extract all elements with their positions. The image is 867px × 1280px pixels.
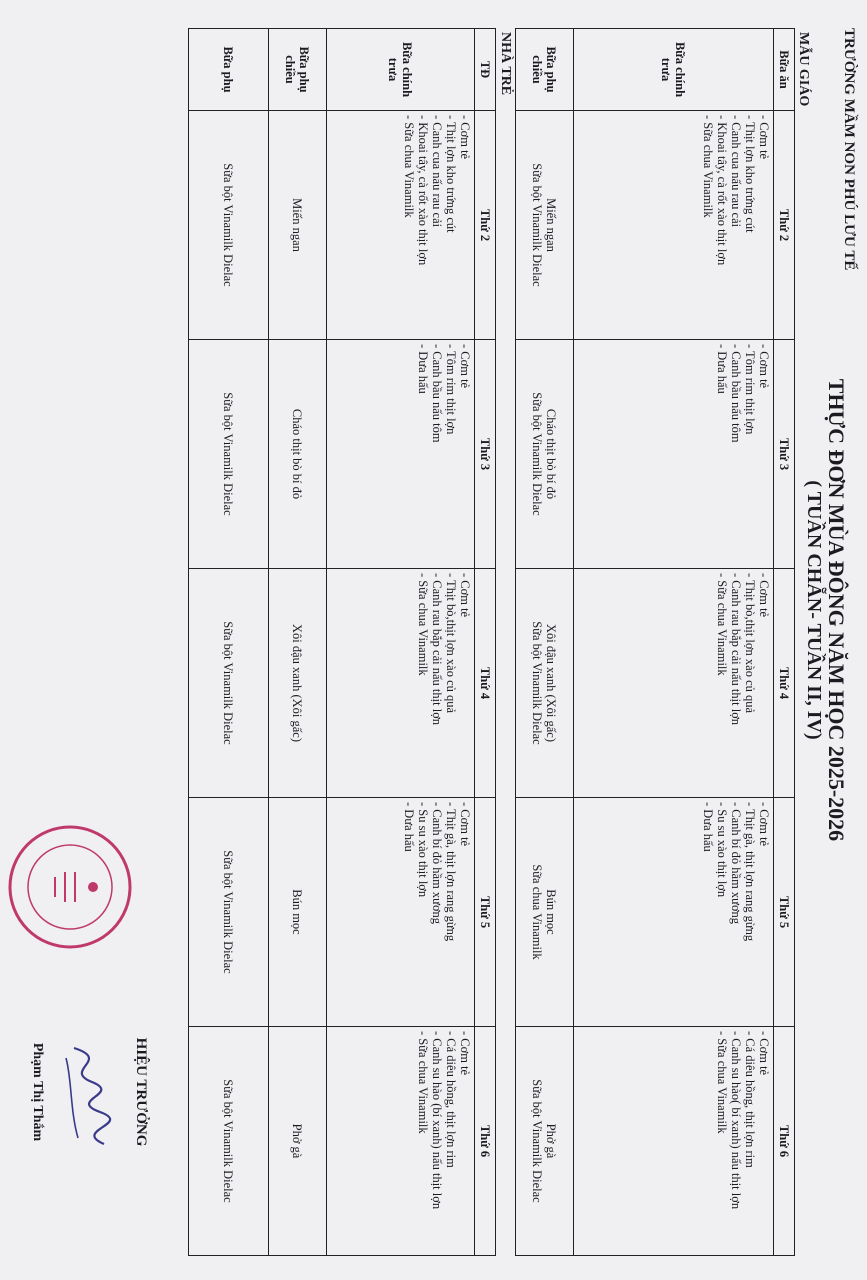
dish-list: [531, 344, 559, 564]
dish-item: Cháo thịt bò bí đỏ: [544, 408, 559, 500]
menu-cell: [516, 111, 574, 340]
dish-list: [222, 1031, 236, 1251]
menu-cell: [516, 569, 574, 798]
signature-title: HIỆU TRƯỞNG: [133, 1037, 149, 1147]
dish-list: [222, 573, 236, 793]
dish-list: [222, 802, 236, 1022]
dish-list: [402, 802, 472, 1022]
menu-cell: [574, 569, 774, 798]
dish-list: [531, 802, 559, 1022]
dish-list: [701, 802, 771, 1022]
dish-item: Sữa bột Vinamilk Dielac: [530, 621, 545, 745]
dish-item: Xôi đậu xanh (Xôi gấc): [290, 623, 305, 743]
dish-item: Sữa bột Vinamilk Dielac: [221, 621, 236, 745]
dish-item: Sữa chua Vinamilk: [530, 864, 545, 960]
menu-row: [516, 29, 574, 1256]
dish-item: Sữa bột Vinamilk Dielac: [530, 392, 545, 516]
dish-item: - Canh bầu nấu tôm: [430, 344, 444, 443]
dish-list: [416, 1031, 472, 1251]
dish-item: - Tôm rim thịt lợn: [743, 344, 757, 435]
menu-table-nha-tre: [188, 28, 496, 1256]
dish-item: - Cơm tẻ: [458, 344, 472, 389]
menu-cell: [189, 340, 269, 569]
menu-cell: [574, 340, 774, 569]
dish-item: - Dưa hấu: [402, 802, 416, 852]
day-header-cell: Thứ 3: [774, 340, 795, 569]
dish-item: - Thịt lợn kho trứng cút: [444, 115, 458, 233]
dish-item: - Khoai tây, cà rốt xào thịt lợn: [416, 115, 430, 266]
menu-cell: [327, 569, 475, 798]
dish-item: - Sữa chua Vinamilk: [701, 115, 715, 218]
table-header-row: [475, 29, 496, 1256]
signer-name: Phạm Thị Thắm: [30, 1042, 45, 1142]
dish-item: - Cơm tẻ: [757, 573, 771, 618]
dish-item: - Sữa chua Vinamilk: [416, 573, 430, 676]
dish-item: - Tôm rim thịt lợn: [444, 344, 458, 435]
dish-item: - Thịt bò,thịt lợn xào củ quả: [444, 573, 458, 714]
dish-list: [291, 115, 305, 335]
dish-item: - Dưa hấu: [715, 344, 729, 394]
day-header-cell: Thứ 6: [774, 1027, 795, 1256]
dish-item: Xôi đậu xanh (Xôi gấc): [544, 623, 559, 743]
dish-list: [531, 115, 559, 335]
menu-cell: [516, 1027, 574, 1256]
section-title-nha-tre: NHÀ TRẺ: [498, 32, 513, 96]
meal-label-cell: Bữa phụ chiều: [516, 29, 574, 111]
dish-list: [701, 115, 771, 335]
menu-cell: [327, 111, 475, 340]
day-header-cell: Thứ 3: [475, 340, 496, 569]
dish-list: [715, 344, 771, 564]
menu-cell: [269, 111, 327, 340]
day-header-cell: Thứ 2: [475, 111, 496, 340]
dish-list: [291, 1031, 305, 1251]
dish-item: Sữa bột Vinamilk Dielac: [221, 163, 236, 287]
dish-list: [402, 115, 472, 335]
menu-cell: [327, 1027, 475, 1256]
seal-star-mark: [88, 882, 98, 892]
dish-item: - Sữa chua Vinamilk: [715, 573, 729, 676]
table-header-row: [774, 29, 795, 1256]
dish-item: - Dưa hấu: [701, 802, 715, 852]
dish-item: - Cơm tẻ: [458, 802, 472, 847]
dish-list: [531, 573, 559, 793]
menu-cell: [189, 798, 269, 1027]
dish-item: - Sữa chua Vinamilk: [416, 1031, 430, 1134]
menu-row: [269, 29, 327, 1256]
menu-cell: [327, 340, 475, 569]
dish-item: - Canh rau bắp cải nấu thịt lợn: [729, 573, 743, 726]
meal-label-cell: Bữa chính trưa: [327, 29, 475, 111]
day-header-cell: Thứ 4: [774, 569, 795, 798]
dish-list: [715, 573, 771, 793]
dish-item: Cháo thịt bò bí đỏ: [290, 408, 305, 500]
dish-list: [291, 344, 305, 564]
section-title-mau-giao: MẪU GIÁO: [796, 32, 811, 107]
dish-item: - Khoai tây, cà rốt xào thịt lợn: [715, 115, 729, 266]
dish-item: - Su su xào thịt lợn: [416, 802, 430, 898]
menu-cell: [189, 111, 269, 340]
menu-cell: [327, 798, 475, 1027]
dish-item: - Canh cua nấu rau cải: [430, 115, 444, 228]
corner-header-cell: TĐ: [475, 29, 496, 111]
dish-item: Sữa bột Vinamilk Dielac: [221, 392, 236, 516]
dish-item: - Cơm tẻ: [757, 115, 771, 160]
dish-item: - Cơm tẻ: [757, 1031, 771, 1076]
dish-item: Sữa bột Vinamilk Dielac: [221, 850, 236, 974]
seal-center-marks: [55, 872, 75, 902]
dish-item: - Canh cua nấu rau cải: [729, 115, 743, 228]
dish-item: Phở gà: [544, 1123, 559, 1159]
dish-item: Phở gà: [290, 1123, 305, 1159]
dish-item: - Su su xào thịt lợn: [715, 802, 729, 898]
menu-cell: [269, 798, 327, 1027]
dish-item: - Thịt gà, thịt lợn rang gừng: [444, 802, 458, 942]
dish-item: - Cá diêu hồng, thịt lợn rim: [743, 1031, 757, 1168]
school-name: TRƯỜNG MẦM NON PHÚ LƯU TẾ: [841, 28, 857, 271]
dish-list: [715, 1031, 771, 1251]
page-title: THỰC ĐƠN MÙA ĐÔNG NĂM HỌC 2025-2026: [824, 378, 849, 842]
dish-list: [416, 573, 472, 793]
school-seal-stamp: [5, 822, 135, 952]
day-header-cell: Thứ 5: [475, 798, 496, 1027]
day-header-cell: Thứ 2: [774, 111, 795, 340]
menu-cell: [189, 1027, 269, 1256]
menu-row: [189, 29, 269, 1256]
dish-item: - Cá diêu hồng, thịt lợn rim: [444, 1031, 458, 1168]
menu-cell: [574, 1027, 774, 1256]
dish-item: - Canh bầu nấu tôm: [729, 344, 743, 443]
menu-cell: [269, 1027, 327, 1256]
dish-item: Miến ngan: [290, 198, 305, 252]
dish-item: - Canh su hào (bí xanh) nấu thịt lợn: [430, 1031, 444, 1210]
dish-item: - Sữa chua Vinamilk: [715, 1031, 729, 1134]
dish-list: [531, 1031, 559, 1251]
dish-list: [291, 573, 305, 793]
menu-cell: [269, 340, 327, 569]
dish-item: - Dưa hấu: [416, 344, 430, 394]
dish-item: - Cơm tẻ: [757, 802, 771, 847]
dish-item: - Thịt gà, thịt lợn rang gừng: [743, 802, 757, 942]
dish-item: - Cơm tẻ: [458, 1031, 472, 1076]
dish-list: [222, 115, 236, 335]
menu-cell: [516, 798, 574, 1027]
dish-list: [416, 344, 472, 564]
dish-item: - Cơm tẻ: [757, 344, 771, 389]
dish-item: - Canh bí đỏ hầm xương: [729, 802, 743, 925]
dish-item: - Cơm tẻ: [458, 115, 472, 160]
dish-list: [222, 344, 236, 564]
page-subtitle: ( TUẦN CHẴN- TUẦN II, IV): [803, 480, 825, 740]
dish-item: Bún mọc: [544, 889, 559, 935]
dish-item: - Canh rau bắp cải nấu thịt lợn: [430, 573, 444, 726]
dish-item: - Canh su hào( bí xanh) nấu thịt lợn: [729, 1031, 743, 1210]
dish-item: - Thịt lợn kho trứng cút: [743, 115, 757, 233]
menu-row: [574, 29, 774, 1256]
dish-item: Miến ngan: [544, 198, 559, 252]
dish-item: Sữa bột Vinamilk Dielac: [221, 1079, 236, 1203]
dish-list: [291, 802, 305, 1022]
day-header-cell: Thứ 4: [475, 569, 496, 798]
day-header-cell: Thứ 5: [774, 798, 795, 1027]
meal-label-cell: Bữa chính trưa: [574, 29, 774, 111]
menu-cell: [189, 569, 269, 798]
dish-item: - Thịt bò,thịt lợn xào củ quả: [743, 573, 757, 714]
menu-cell: [574, 798, 774, 1027]
menu-table-mau-giao: [515, 28, 795, 1256]
menu-row: [327, 29, 475, 1256]
meal-label-cell: Bữa phụ: [189, 29, 269, 111]
day-header-cell: Thứ 6: [475, 1027, 496, 1256]
dish-item: Bún mọc: [290, 889, 305, 935]
handwritten-signature: [52, 1040, 122, 1150]
seal-inner-ring: [28, 845, 112, 929]
menu-cell: [516, 340, 574, 569]
meal-label-cell: Bữa phụ chiều: [269, 29, 327, 111]
dish-item: - Cơm tẻ: [458, 573, 472, 618]
dish-item: - Canh bí đỏ hầm xương: [430, 802, 444, 925]
menu-cell: [574, 111, 774, 340]
dish-item: Sữa bột Vinamilk Dielac: [530, 1079, 545, 1203]
menu-cell: [269, 569, 327, 798]
dish-item: Sữa bột Vinamilk Dielac: [530, 163, 545, 287]
dish-item: - Sữa chua Vinamilk: [402, 115, 416, 218]
corner-header-cell: Bữa ăn: [774, 29, 795, 111]
